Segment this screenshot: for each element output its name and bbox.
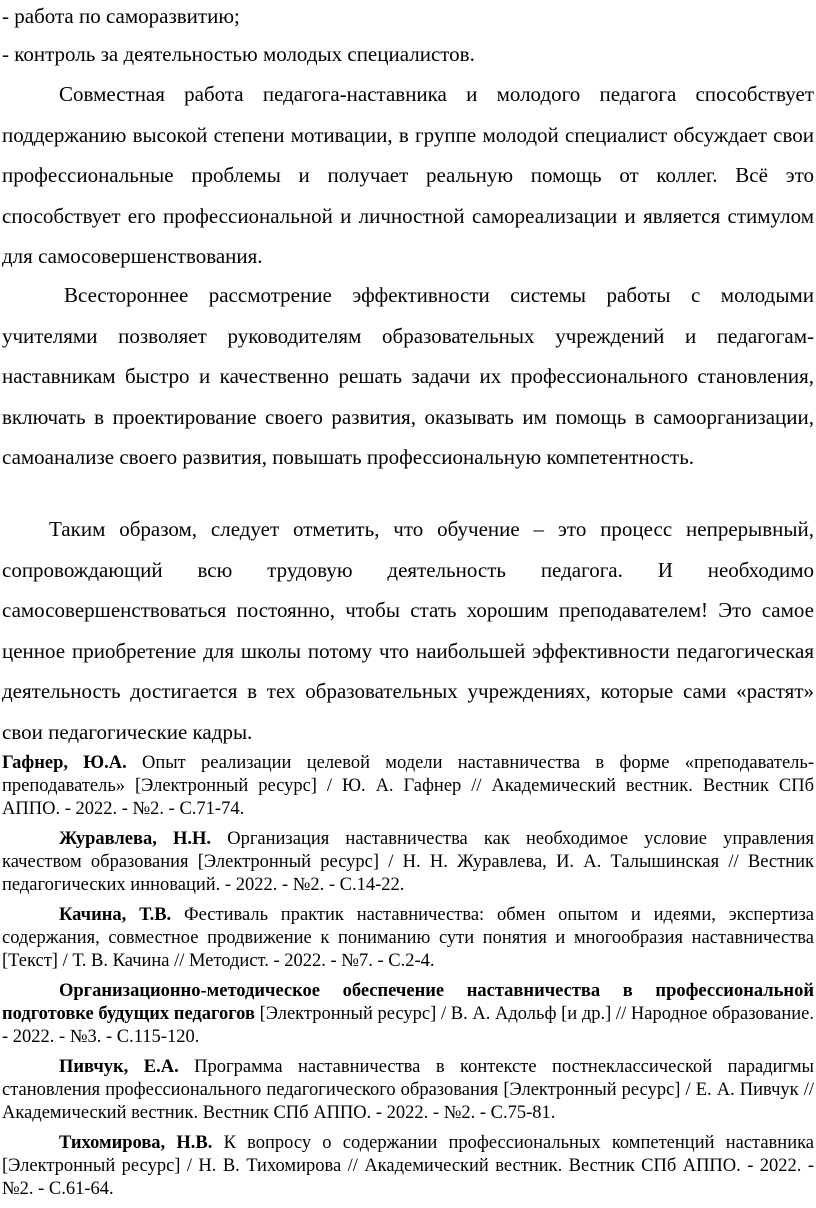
reference-text: Фестиваль практик наставничества: обмен опытом и идеями, экспертиза содержания, совместное продвижение к пониманию сути понятия и многообразия наставничества [Текст] / Т. В. Качина // Методист. - 2022. - №7. - С.2-4. xyxy=(2,905,814,971)
reference-text: Опыт реализации целевой модели наставничества в форме «преподаватель-преподаватель» [Электронный ресурс] / Ю. А. Гафнер // Академический вестник. Вестник СПб АППО. - 2022. - №2. - С.71-74. xyxy=(2,753,814,819)
reference-item xyxy=(2,828,814,897)
reference-author: Пивчук, Е.А. xyxy=(59,1057,179,1077)
reference-item xyxy=(2,1132,814,1201)
reference-author: Тихомирова, Н.В. xyxy=(59,1133,213,1153)
reference-author: Гафнер, Ю.А. xyxy=(2,753,127,773)
reference-item xyxy=(2,904,814,973)
reference-author: Организационно-методическое обеспечение наставничества в профессиональной подготовке будущих педагогов xyxy=(2,981,814,1024)
body-paragraph: Таким образом, следует отметить, что обучение – это процесс непрерывный, сопровождающий всю трудовую деятельность педагога. И необходимо самосовершенствоваться постоянно, чтобы стать хорошим преподавателем! Это самое ценное приобретение для школы потому что наибольшей эффективности педагогическая деятельность достигается в тех образовательных учреждениях, которые сами «растят» свои педагогические кадры. xyxy=(2,517,814,744)
reference-text: Организация наставничества как необходимое условие управления качеством образования [Электронный ресурс] / Н. Н. Журавлева, И. А. Талышинская // Вестник педагогических инноваций. - 2022. - №2. - С.14-22. xyxy=(2,829,814,895)
reference-item xyxy=(2,980,814,1049)
list-item: - работа по саморазвитию; xyxy=(2,4,240,28)
body-paragraph: Совместная работа педагога-наставника и молодого педагога способствует поддержанию высокой степени мотивации, в группе молодой специалист обсуждает свои профессиональные проблемы и получает реальную помощь от коллег. Всё это способствует его профессиональной и личностной самореализации и является стимулом для самосовершенствования. xyxy=(2,82,814,269)
reference-text: [Электронный ресурс] / В. А. Адольф [и др.] // Народное образование. - 2022. - №3. - С.115-120. xyxy=(2,1004,814,1047)
reference-item xyxy=(2,752,814,821)
reference-author: Качина, Т.В. xyxy=(59,905,172,925)
reference-author: Журавлева, Н.Н. xyxy=(59,829,212,849)
reference-text: К вопросу о содержании профессиональных компетенций наставника [Электронный ресурс] / Н. В. Тихомирова // Академический вестник. Вестник СПб АППО. - 2022. - №2. - С.61-64. xyxy=(2,1133,815,1199)
reference-text: Программа наставничества в контексте постнеклассической парадигмы становления профессионального педагогического образования [Электронный ресурс] / Е. А. Пивчук // Академический вестник. Вестник СПб АППО. - 2022. - №2. - С.75-81. xyxy=(2,1057,814,1123)
reference-list xyxy=(2,752,814,1208)
reference-item xyxy=(2,1056,814,1125)
body-paragraph: Всестороннее рассмотрение эффективности системы работы с молодыми учителями позволяет руководителям образовательных учреждений и педагогам-наставникам быстро и качественно решать задачи их профессионального становления, включать в проектирование своего развития, оказывать им помощь в самоорганизации, самоанализе своего развития, повышать профессиональную компетентность. xyxy=(2,283,814,470)
list-item: - контроль за деятельностью молодых специалистов. xyxy=(2,42,475,66)
